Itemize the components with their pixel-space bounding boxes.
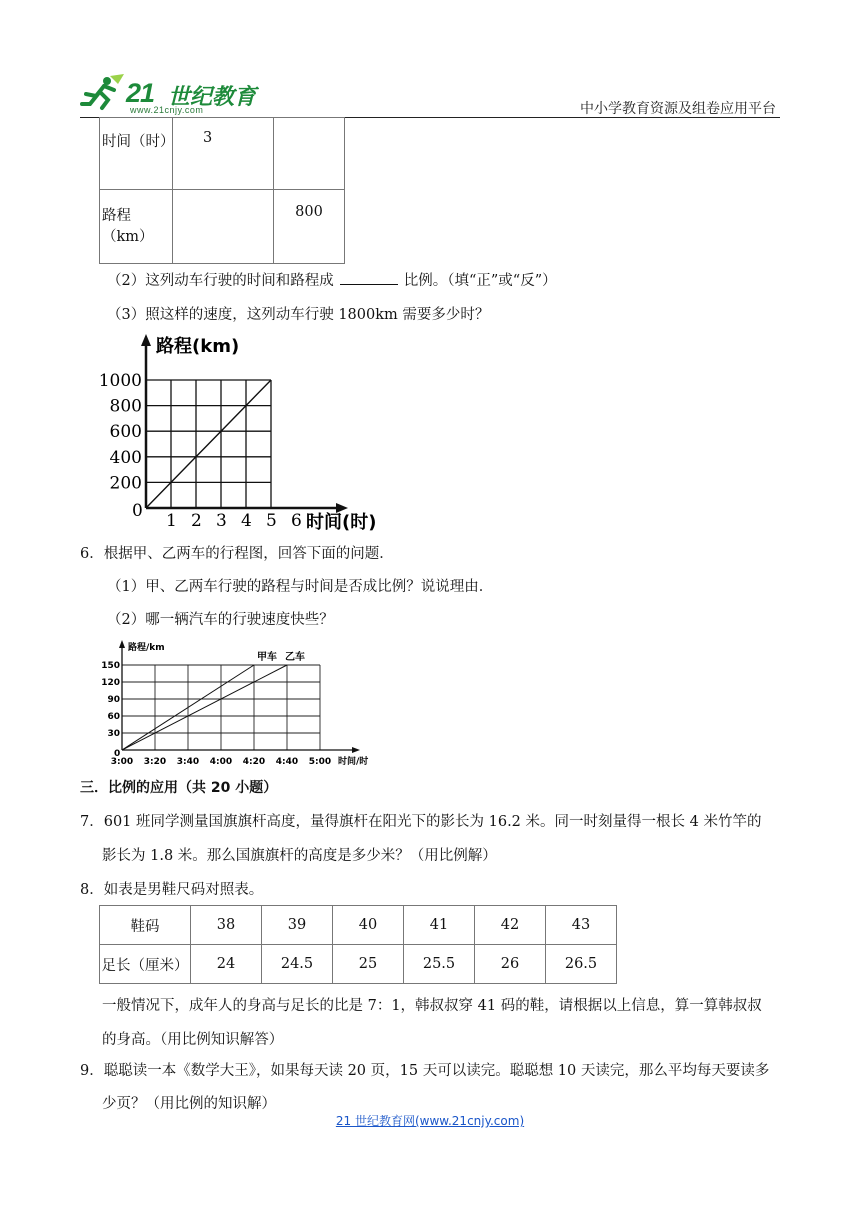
- chart2-series: [122, 665, 287, 750]
- table-cell: 41: [404, 906, 475, 945]
- table-cell: 25.5: [404, 945, 475, 984]
- chart1-x-tick: 1: [166, 511, 177, 531]
- q7-line2: 影长为 1.8 米。那么国旗旗杆的高度是多少米？（用比例解）: [102, 848, 497, 864]
- chart1-axes: [141, 334, 348, 513]
- chart1-ylabel: 路程(km): [156, 336, 240, 357]
- table-cell: [173, 190, 274, 264]
- table-cell: 路程（km）: [100, 190, 173, 264]
- table-row: [100, 945, 617, 984]
- table-cell: 42: [475, 906, 546, 945]
- chart2-y-tick: 90: [107, 695, 120, 705]
- logo-url: www.21cnjy.com: [130, 105, 204, 115]
- chart2-x-tick: 3:20: [143, 757, 167, 767]
- chart1-line: [146, 380, 271, 508]
- q5-part2-text-a: （2）这列动车行驶的时间和路程成: [107, 273, 334, 289]
- table-row: [100, 118, 345, 190]
- chart1-x-tick: 4: [241, 511, 252, 531]
- chart2-origin: 0: [114, 749, 121, 759]
- shoe-size-table: [99, 905, 617, 984]
- section-title: 三．比例的应用（共 20 小题）: [80, 780, 278, 796]
- chart2-x-tick: 4:20: [242, 757, 266, 767]
- chart1-y-arrow-icon: [141, 334, 151, 346]
- table-cell: 时间（时）: [100, 118, 173, 190]
- q5-part2: [107, 270, 557, 291]
- logo-text: 世纪教育: [168, 85, 257, 110]
- table-cell: 24.5: [262, 945, 333, 984]
- table-cell: 26: [475, 945, 546, 984]
- chart2-legend-b: 乙车: [285, 652, 305, 663]
- chart2-x-tick: 3:40: [176, 757, 200, 767]
- table-row: [100, 906, 617, 945]
- chart2-xlabel: 时间/时: [338, 757, 369, 767]
- q7-line1: 7．601 班同学测量国旗旗杆高度，量得旗杆在阳光下的影长为 16.2 米。同一时刻量得一根长 4 米竹竿的: [80, 814, 762, 830]
- chart2-x-tick: 4:40: [275, 757, 299, 767]
- chart1-x-tick: 6: [291, 511, 302, 531]
- q5-part2-text-b: 比例。（填“正”或“反”）: [403, 273, 557, 289]
- chart2-grid: [122, 665, 320, 750]
- answer-blank: [340, 270, 398, 285]
- chart1-y-tick: 200: [109, 473, 142, 494]
- chart2-x-tick: 4:00: [209, 757, 233, 767]
- chart2-legend-a: 甲车: [257, 652, 277, 663]
- q9-line1: 9．聪聪读一本《数学大王》，如果每天读 20 页，15 天可以读完。聪聪想 10 天读完，那么平均每天要读多: [80, 1063, 770, 1079]
- table-header-cell: 足长（厘米）: [100, 945, 191, 984]
- chart1-x-tick: 5: [266, 511, 277, 531]
- q6-stem: 6．根据甲、乙两车的行程图，回答下面的问题．: [80, 546, 394, 562]
- chart1-y-tick: 800: [109, 396, 142, 417]
- chart-two-cars: [96, 636, 386, 770]
- chart2-ylabel: 路程/km: [128, 643, 165, 653]
- table-cell: 25: [333, 945, 404, 984]
- time-distance-table: [99, 117, 345, 264]
- table-header-cell: 鞋码: [100, 906, 191, 945]
- chart1-xlabel: 时间(时): [306, 512, 377, 533]
- q6-part1: （1）甲、乙两车行驶的路程与时间是否成比例？说说理由．: [107, 579, 494, 595]
- chart1-x-tick: 3: [216, 511, 227, 531]
- logo-number: 21: [126, 78, 155, 108]
- chart1-y-tick: 600: [109, 422, 142, 443]
- table-cell: 39: [262, 906, 333, 945]
- chart1-y-tick: 1000: [98, 371, 142, 391]
- chart2-x-arrow-icon: [352, 747, 360, 753]
- q5-part3: （3）照这样的速度，这列动车行驶 1800km 需要多少时？: [107, 307, 490, 323]
- chart2-x-tick: 3:00: [110, 757, 134, 767]
- table-cell: 40: [333, 906, 404, 945]
- runner-logo-icon: [80, 72, 130, 112]
- table-cell: [274, 118, 345, 190]
- table-cell: 24: [191, 945, 262, 984]
- table-cell: 43: [546, 906, 617, 945]
- chart2-y-arrow-icon: [119, 640, 125, 648]
- table-cell: 3: [173, 118, 274, 190]
- table-cell: 26.5: [546, 945, 617, 984]
- q6-part2: （2）哪一辆汽车的行驶速度快些？: [107, 612, 334, 628]
- footer-link[interactable]: 21 世纪教育网(www.21cnjy.com): [335, 1114, 525, 1128]
- chart2-labels: [101, 661, 331, 767]
- q8-after1: 一般情况下，成年人的身高与足长的比是 7：1，韩叔叔穿 41 码的鞋，请根据以上信息，算一算韩叔叔: [102, 998, 762, 1014]
- table-cell: 38: [191, 906, 262, 945]
- chart1-y-tick: 400: [109, 447, 142, 468]
- platform-title: 中小学教育资源及组卷应用平台: [580, 101, 776, 117]
- table-cell: 800: [274, 190, 345, 264]
- chart2-y-tick: 120: [101, 678, 120, 688]
- chart1-x-tick: 2: [191, 511, 202, 531]
- q8-stem: 8．如表是男鞋尺码对照表。: [80, 882, 264, 898]
- q9-line2: 少页？（用比例的知识解）: [102, 1096, 276, 1112]
- chart2-line-b: [122, 665, 287, 750]
- chart1-origin: 0: [132, 501, 143, 521]
- chart2-x-tick: 5:00: [308, 757, 332, 767]
- table-row: [100, 190, 345, 264]
- chart1-series: [146, 380, 271, 508]
- chart2-y-tick: 30: [107, 729, 120, 739]
- q8-after2: 的身高。（用比例知识解答）: [102, 1032, 284, 1048]
- chart-distance-time: [96, 330, 396, 535]
- chart2-y-tick: 60: [107, 712, 120, 722]
- chart2-y-tick: 150: [101, 661, 120, 671]
